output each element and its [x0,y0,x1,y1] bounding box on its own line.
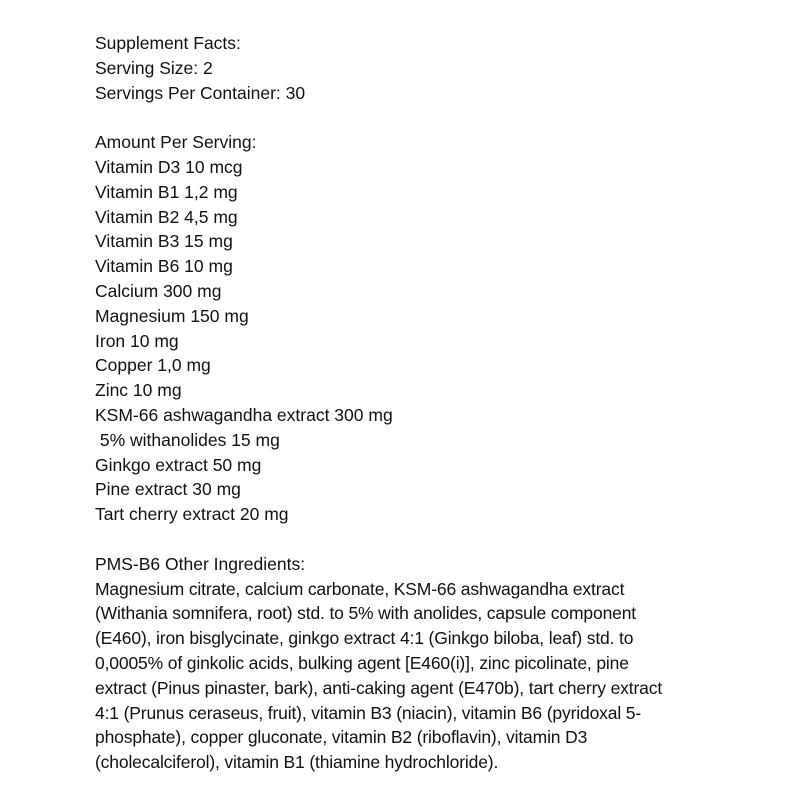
servings-per-container: Servings Per Container: 30 [95,82,306,103]
spacer [95,105,755,130]
nutrient-item: Tart cherry extract 20 mg [95,504,289,525]
nutrient-item: Vitamin B2 4,5 mg [95,206,238,227]
document-title: Supplement Facts: [95,33,241,53]
nutrient-item: Pine extract 30 mg [95,479,241,500]
ingredients-line: 0,0005% of ginkolic acids, bulking agent [E460(i)], zinc picolinate, pine [95,652,629,673]
nutrient-item: Vitamin B1 1,2 mg [95,181,238,202]
nutrient-item: KSM-66 ashwagandha extract 300 mg [95,404,393,425]
ingredients-line: Magnesium citrate, calcium carbonate, KSM-66 ashwagandha extract [95,578,625,599]
nutrient-subitem: 5% withanolides 15 mg [95,429,280,450]
ingredients-line: extract (Pinus pinaster, bark), anti-caking agent (E470b), tart cherry extract [95,677,663,698]
other-ingredients-paragraph [95,577,755,775]
nutrient-item: Ginkgo extract 50 mg [95,454,262,475]
other-ingredients-heading: PMS-B6 Other Ingredients: [95,553,306,574]
nutrient-item: Zinc 10 mg [95,380,182,401]
nutrient-item: Calcium 300 mg [95,280,222,301]
nutrient-item: Vitamin B6 10 mg [95,256,233,277]
amount-per-serving-heading: Amount Per Serving: [95,132,257,153]
spacer [95,527,755,552]
nutrient-item: Magnesium 150 mg [95,305,249,326]
serving-size: Serving Size: 2 [95,57,213,78]
nutrient-item: Iron 10 mg [95,330,179,351]
supplement-facts-document [95,31,755,775]
ingredients-line: 4:1 (Prunus ceraseus, fruit), vitamin B3 (niacin), vitamin B6 (pyridoxal 5- [95,702,642,723]
nutrient-item: Vitamin D3 10 mcg [95,156,243,177]
ingredients-line: phosphate), copper gluconate, vitamin B2 (riboflavin), vitamin D3 [95,727,588,748]
nutrient-item: Copper 1,0 mg [95,355,211,376]
ingredients-line: (Withania somnifera, root) std. to 5% with anolides, capsule component [95,603,637,624]
nutrient-list [95,155,755,527]
ingredients-line: (cholecalciferol), vitamin B1 (thiamine hydrochloride). [95,752,499,773]
ingredients-line: (E460), iron bisglycinate, ginkgo extract 4:1 (Ginkgo biloba, leaf) std. to [95,628,634,649]
nutrient-item: Vitamin B3 15 mg [95,231,233,252]
